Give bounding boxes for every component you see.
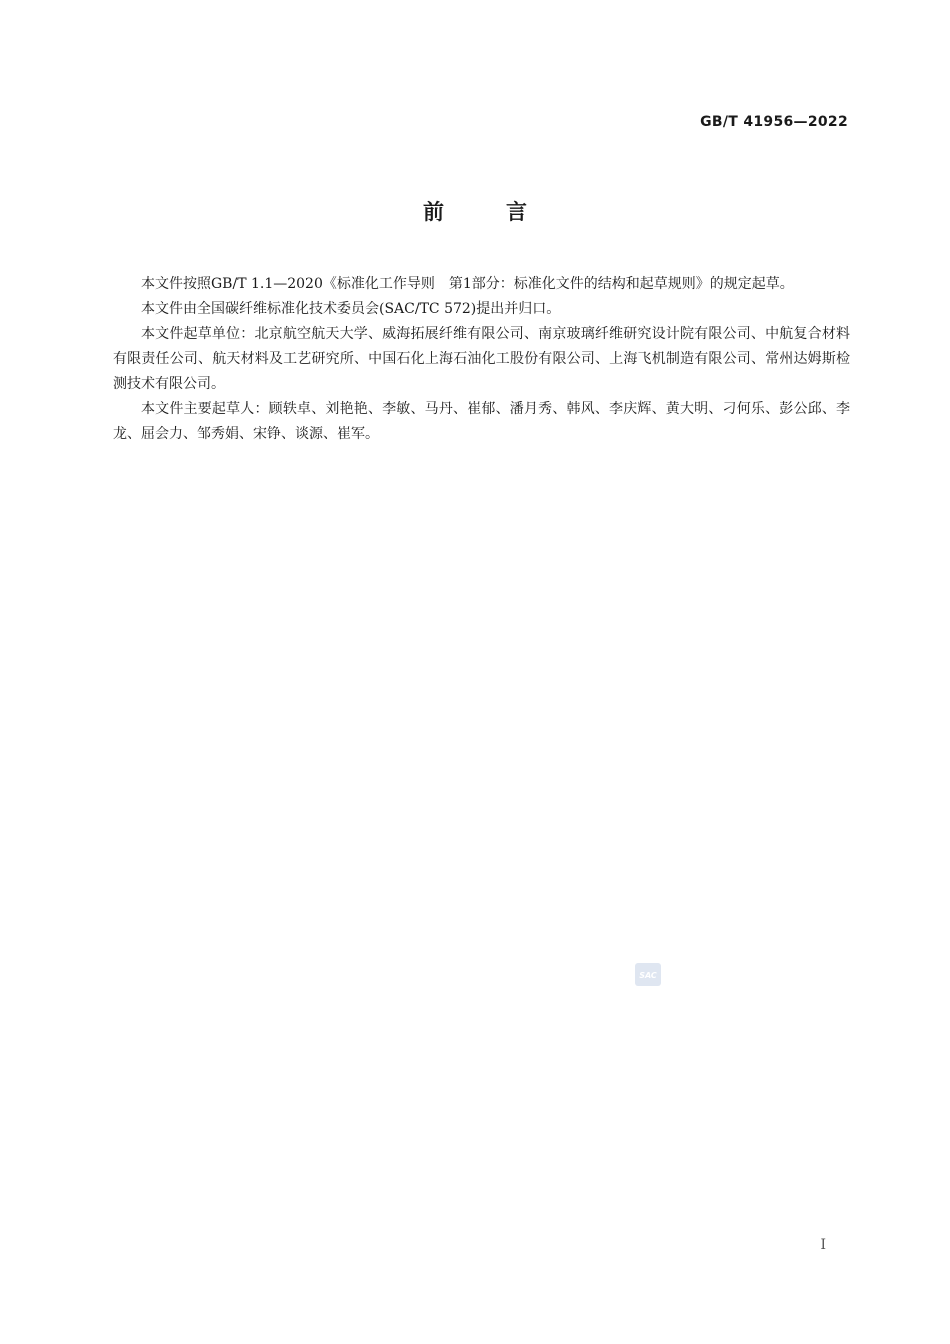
paragraph-drafters: 本文件主要起草人：顾轶卓、刘艳艳、李敏、马丹、崔郁、潘月秀、韩风、李庆辉、黄大明、刁何乐、彭公邱、李龙、屈会力、邹秀娟、宋铮、谈源、崔军。: [113, 401, 850, 442]
standard-code: GB/T 41956—2022: [700, 114, 848, 130]
paragraph-drafting-rules: 本文件按照GB/T 1.1—2020《标准化工作导则 第1部分：标准化文件的结构和起草规则》的规定起草。: [141, 276, 794, 292]
page-title: 前言: [423, 200, 589, 224]
foreword-body: [113, 272, 850, 447]
paragraph-drafting-units: 本文件起草单位：北京航空航天大学、威海拓展纤维有限公司、南京玻璃纤维研究设计院有限公司、中航复合材料有限责任公司、航天材料及工艺研究所、中国石化上海石油化工股份有限公司、上海飞机制造有限公司、常州达姆斯检测技术有限公司。: [113, 326, 850, 392]
watermark-text: SAC: [639, 971, 657, 980]
page-number: I: [820, 1237, 826, 1253]
sac-watermark-logo: [635, 963, 661, 986]
paragraph-committee: 本文件由全国碳纤维标准化技术委员会(SAC/TC 572)提出并归口。: [141, 301, 561, 317]
